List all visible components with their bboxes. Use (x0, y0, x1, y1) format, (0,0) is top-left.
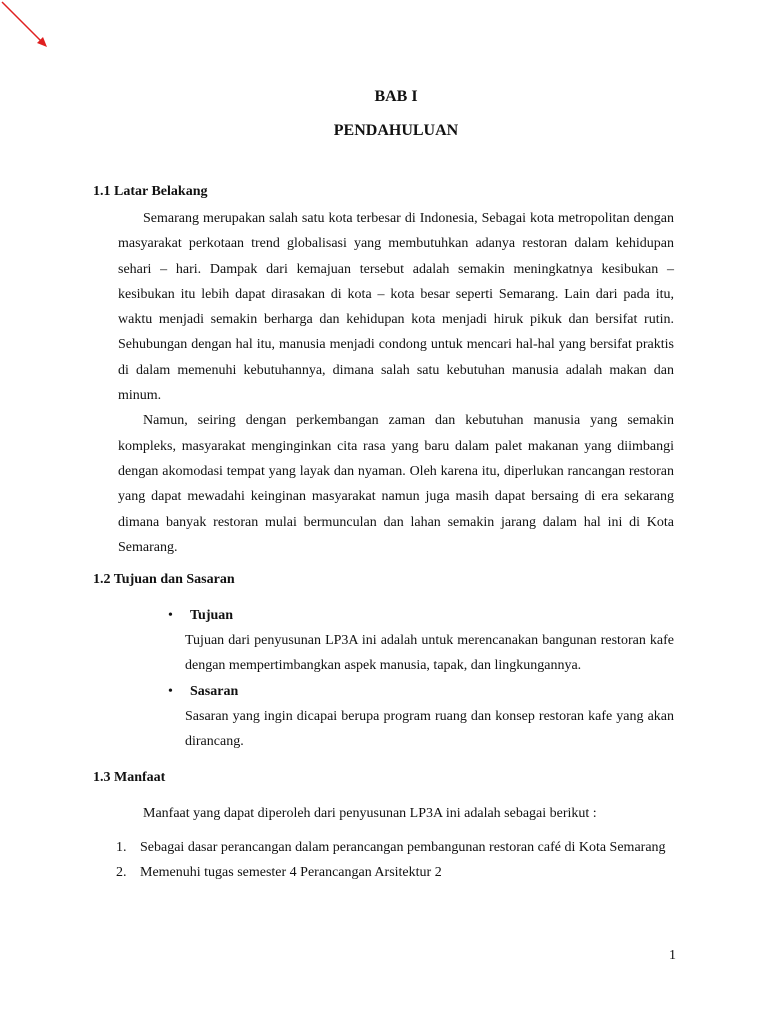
bullet-title-tujuan: Tujuan (190, 608, 234, 624)
paragraph-manfaat-intro: Manfaat yang dapat diperoleh dari penyusunan LP3A ini adalah sebagai berikut : (143, 806, 597, 822)
bullet-text-tujuan: Tujuan dari penyusunan LP3A ini adalah untuk merencanakan bangunan restoran kafe dengan mempertimbangkan aspek manusia, tapak, dan lingkungannya. (185, 633, 674, 674)
section-heading-latar-belakang: 1.1 Latar Belakang (93, 184, 208, 199)
bullet-list (118, 603, 674, 754)
bullet-icon: • (168, 683, 173, 699)
list-item-manfaat-1 (118, 835, 674, 860)
list-item-text: Memenuhi tugas semester 4 Perancangan Arsitektur 2 (140, 864, 442, 880)
document-content (93, 86, 674, 885)
chapter-label: BAB I (374, 88, 418, 105)
list-item-manfaat-2 (118, 860, 674, 885)
bullet-text-sasaran: Sasaran yang ingin dicapai berupa program ruang dan konsep restoran kafe yang akan dirancang. (185, 708, 674, 750)
list-item-text: Sebagai dasar perancangan dalam perancangan pembangunan restoran café di Kota Semarang (140, 839, 666, 855)
bullet-icon: • (168, 608, 173, 624)
section-heading-tujuan-sasaran: 1.2 Tujuan dan Sasaran (93, 572, 235, 588)
page-number: 1 (669, 948, 676, 963)
paragraph-latar-belakang-1: Semarang merupakan salah satu kota terbesar di Indonesia, Sebagai kota metropolitan dengan masyarakat perkotaan trend globalisasi yang membutuhkan adanya restoran dalam kehidupan sehari – hari. Dampak dari kemajuan tersebut adalah semakin meningkatnya kesibukan – kesibukan itu lebih dapat dirasakan di kota – kota besar seperti Semarang. Lain dari pada itu, waktu menjadi semakin berharga dan kehidupan kota menjadi hiruk pikuk dan bersifat rutin. Sehubungan dengan hal itu, manusia menjadi condong untuk mencari hal-hal yang bersifat praktis di dalam memenuhi kebutuhannya, dimana salah satu kebutuhan manusia adalah makan dan minum. (118, 211, 674, 404)
red-arrow-icon (0, 0, 60, 60)
section-heading-manfaat: 1.3 Manfaat (93, 770, 166, 786)
numbered-list (118, 835, 674, 886)
chapter-title: PENDAHULUAN (333, 122, 459, 139)
paragraph-latar-belakang-2: Namun, seiring dengan perkembangan zaman dan kebutuhan manusia yang semakin kompleks, masyarakat menginginkan cita rasa yang baru dalam palet makanan yang diimbangi dengan akomodasi tempat yang layak dan nyaman. Oleh karena itu, diperlukan rancangan restoran yang dapat mewadahi keinginan masyarakat namun juga masih dapat bersaing di era sekarang dimana banyak restoran mulai bermunculan dan lahan semakin jarang dalam hal ini di Kota Semarang. (118, 413, 674, 555)
bullet-title-sasaran: Sasaran (190, 683, 239, 699)
list-item-tujuan (118, 603, 674, 679)
list-number: 2. (116, 864, 127, 880)
list-item-sasaran (118, 679, 674, 755)
list-number: 1. (116, 839, 127, 855)
